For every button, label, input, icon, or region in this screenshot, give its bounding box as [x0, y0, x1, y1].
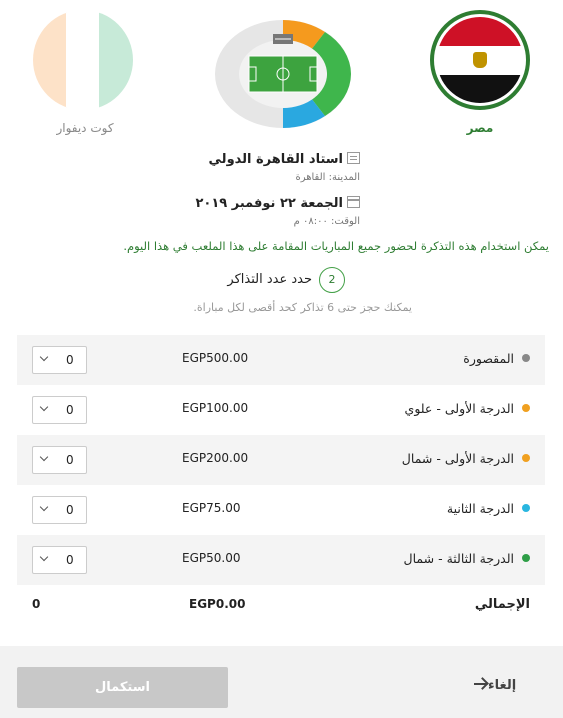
match-date-text: الجمعة ٢٢ نوفمبر ٢٠١٩	[195, 196, 343, 211]
category-row-second	[17, 485, 545, 535]
chevron-down-icon	[40, 553, 48, 561]
category-row-first-north	[17, 435, 545, 485]
category-color-dot	[522, 404, 530, 412]
category-row-first-upper	[17, 385, 545, 435]
category-price: EGP200.00	[182, 451, 249, 465]
category-label	[405, 401, 530, 416]
category-label	[402, 451, 530, 466]
home-team-name: مصر	[466, 121, 494, 135]
step-select-tickets	[200, 267, 350, 295]
category-name: الدرجة الثانية	[446, 501, 514, 516]
quantity-select[interactable]	[32, 496, 87, 524]
venue-city: المدينة: القاهرة	[295, 172, 360, 183]
complete-button[interactable]: استكمال	[17, 667, 228, 708]
venue-name-text: استاد القاهرة الدولي	[208, 152, 343, 167]
stadium-map[interactable]	[213, 18, 353, 130]
venue-name	[150, 152, 360, 167]
category-price: EGP500.00	[182, 351, 249, 365]
category-name: المقصورة	[463, 351, 514, 366]
category-price: EGP100.00	[182, 401, 249, 415]
category-label	[447, 501, 530, 516]
step-label: حدد عدد التذاكر	[227, 272, 312, 287]
footer-bar	[0, 646, 563, 718]
chevron-down-icon	[40, 503, 48, 511]
quantity-select[interactable]	[32, 546, 87, 574]
quantity-value: 0	[66, 553, 74, 567]
category-name: الدرجة الأولى - علوي	[404, 401, 514, 416]
category-name: الدرجة الأولى - شمال	[401, 451, 514, 466]
quantity-value: 0	[66, 503, 74, 517]
match-date	[150, 196, 360, 211]
total-row	[17, 595, 545, 619]
quantity-value: 0	[66, 453, 74, 467]
total-label: الإجمالي	[474, 597, 530, 612]
away-team-name: كوت ديفوار	[56, 121, 114, 135]
match-time: الوقت: ٠٨:٠٠ م	[293, 216, 360, 227]
category-name: الدرجة الثالثة - شمال	[403, 551, 514, 566]
chevron-down-icon	[40, 403, 48, 411]
cancel-label: إلغاء	[488, 678, 517, 693]
quantity-value: 0	[66, 353, 74, 367]
quantity-select[interactable]	[32, 396, 87, 424]
category-label	[404, 551, 530, 566]
stadium-icon	[347, 152, 360, 164]
quantity-value: 0	[66, 403, 74, 417]
ticket-notice: يمكن استخدام هذه التذكرة لحضور جميع المباريات المقامة على هذا الملعب في هذا اليوم.	[123, 239, 549, 253]
total-count: 0	[32, 597, 41, 611]
chevron-down-icon	[40, 453, 48, 461]
category-color-dot	[522, 354, 530, 362]
category-color-dot	[522, 504, 530, 512]
category-price: EGP75.00	[182, 501, 241, 515]
category-label	[463, 351, 530, 366]
category-color-dot	[522, 454, 530, 462]
calendar-icon	[347, 196, 360, 208]
arrow-right-icon	[474, 678, 488, 690]
quantity-select[interactable]	[32, 446, 87, 474]
chevron-down-icon	[40, 353, 48, 361]
category-price: EGP50.00	[182, 551, 241, 565]
category-color-dot	[522, 554, 530, 562]
category-row-maqsoura	[17, 335, 545, 385]
ivory-coast-flag	[33, 10, 133, 110]
category-row-third-north	[17, 535, 545, 585]
step-number: 2	[319, 267, 345, 293]
ticket-limit-hint: يمكنك حجز حتى 6 تذاكر كحد أقصى لكل مباراة.	[193, 301, 412, 314]
quantity-select[interactable]	[32, 346, 87, 374]
egypt-flag	[430, 10, 530, 110]
eagle-emblem-icon	[473, 52, 487, 68]
total-price: EGP0.00	[189, 597, 246, 611]
ticket-categories	[17, 335, 545, 585]
cancel-button[interactable]	[470, 678, 516, 693]
